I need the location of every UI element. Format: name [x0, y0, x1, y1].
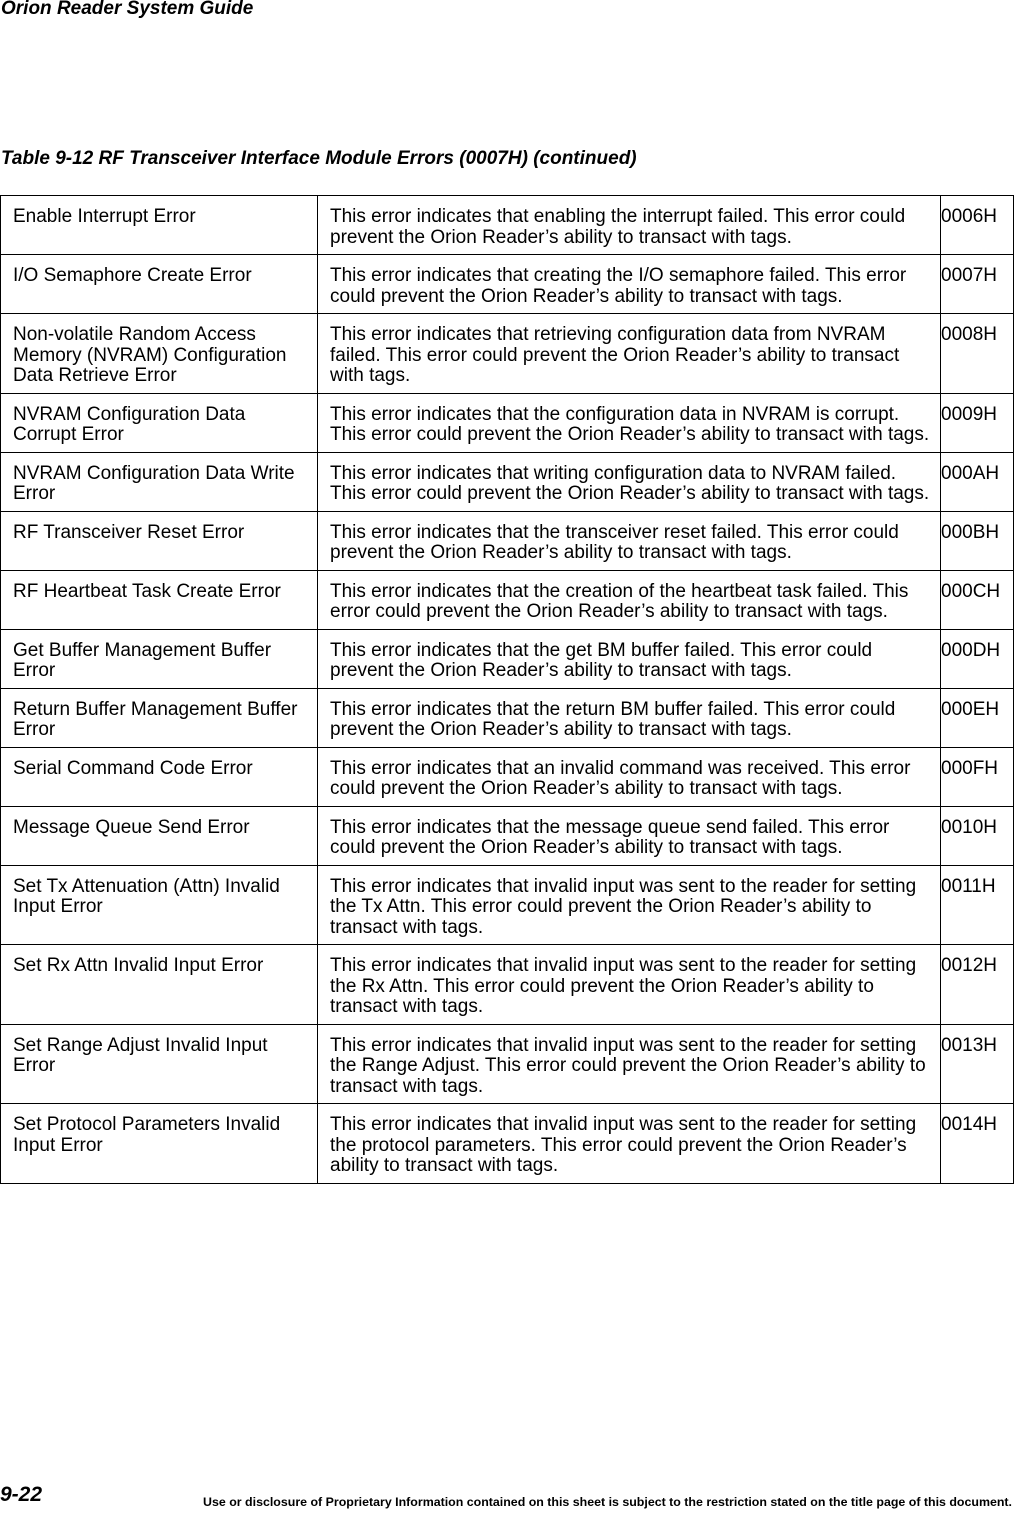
error-description: This error indicates that the return BM buffer failed. This error could prevent the Orion Reader’s ability to transact with tags. — [318, 688, 941, 747]
table-row — [1, 747, 1014, 806]
error-description: This error indicates that the get BM buffer failed. This error could prevent the Orion Reader’s ability to transact with tags. — [318, 629, 941, 688]
table-row — [1, 806, 1014, 865]
error-description: This error indicates that the configuration data in NVRAM is corrupt. This error could prevent the Orion Reader’s ability to transact with tags. — [318, 393, 941, 452]
error-code: 0007H — [941, 255, 1014, 314]
error-code: 0014H — [941, 1104, 1014, 1184]
proprietary-notice: Use or disclosure of Proprietary Information contained on this sheet is subject to the restriction stated on the title page of this document. — [203, 1495, 1012, 1509]
error-description: This error indicates that the transceiver reset failed. This error could prevent the Orion Reader’s ability to transact with tags. — [318, 511, 941, 570]
error-description: This error indicates that writing configuration data to NVRAM failed. This error could prevent the Orion Reader’s ability to transact with tags. — [318, 452, 941, 511]
error-name: NVRAM Configuration Data Corrupt Error — [1, 393, 318, 452]
error-description: This error indicates that invalid input was sent to the reader for setting the protocol parameters. This error could prevent the Orion Reader’s ability to transact with tags. — [318, 1104, 941, 1184]
table-row — [1, 511, 1014, 570]
error-code: 0006H — [941, 196, 1014, 255]
table-row — [1, 1024, 1014, 1104]
error-description: This error indicates that invalid input was sent to the reader for setting the Rx Attn. This error could prevent the Orion Reader’s ability to transact with tags. — [318, 945, 941, 1025]
table-row — [1, 255, 1014, 314]
error-name: Set Protocol Parameters Invalid Input Error — [1, 1104, 318, 1184]
error-code: 0013H — [941, 1024, 1014, 1104]
error-description: This error indicates that retrieving configuration data from NVRAM failed. This error could prevent the Orion Reader’s ability to transact with tags. — [318, 314, 941, 394]
error-description: This error indicates that invalid input was sent to the reader for setting the Range Adjust. This error could prevent the Orion Reader’s ability to transact with tags. — [318, 1024, 941, 1104]
error-table — [0, 195, 1014, 1184]
table-row — [1, 393, 1014, 452]
error-description: This error indicates that the creation of the heartbeat task failed. This error could prevent the Orion Reader’s ability to transact with tags. — [318, 570, 941, 629]
table-row — [1, 570, 1014, 629]
error-code: 0012H — [941, 945, 1014, 1025]
error-description: This error indicates that the message queue send failed. This error could prevent the Orion Reader’s ability to transact with tags. — [318, 806, 941, 865]
error-name: Non-volatile Random Access Memory (NVRAM) Configuration Data Retrieve Error — [1, 314, 318, 394]
error-code: 0008H — [941, 314, 1014, 394]
table-row — [1, 314, 1014, 394]
table-row — [1, 196, 1014, 255]
error-code: 000EH — [941, 688, 1014, 747]
error-code: 000FH — [941, 747, 1014, 806]
table-row — [1, 865, 1014, 945]
error-code: 0011H — [941, 865, 1014, 945]
error-table-body — [1, 196, 1014, 1184]
error-name: RF Heartbeat Task Create Error — [1, 570, 318, 629]
error-name: Message Queue Send Error — [1, 806, 318, 865]
error-description: This error indicates that an invalid command was received. This error could prevent the Orion Reader’s ability to transact with tags. — [318, 747, 941, 806]
error-name: Set Tx Attenuation (Attn) Invalid Input Error — [1, 865, 318, 945]
document-header-title: Orion Reader System Guide — [1, 0, 254, 19]
table-row — [1, 945, 1014, 1025]
error-code: 0010H — [941, 806, 1014, 865]
error-name: Set Rx Attn Invalid Input Error — [1, 945, 318, 1025]
error-code: 000CH — [941, 570, 1014, 629]
error-code: 000DH — [941, 629, 1014, 688]
table-row — [1, 629, 1014, 688]
table-row — [1, 688, 1014, 747]
error-name: I/O Semaphore Create Error — [1, 255, 318, 314]
error-name: NVRAM Configuration Data Write Error — [1, 452, 318, 511]
table-caption: Table 9-12 RF Transceiver Interface Module Errors (0007H) (continued) — [1, 148, 637, 169]
error-code: 000BH — [941, 511, 1014, 570]
error-name: Enable Interrupt Error — [1, 196, 318, 255]
error-code: 000AH — [941, 452, 1014, 511]
error-name: RF Transceiver Reset Error — [1, 511, 318, 570]
error-name: Set Range Adjust Invalid Input Error — [1, 1024, 318, 1104]
error-name: Return Buffer Management Buffer Error — [1, 688, 318, 747]
error-name: Get Buffer Management Buffer Error — [1, 629, 318, 688]
table-row — [1, 1104, 1014, 1184]
page-number: 9-22 — [0, 1483, 43, 1506]
table-row — [1, 452, 1014, 511]
error-description: This error indicates that invalid input was sent to the reader for setting the Tx Attn. This error could prevent the Orion Reader’s ability to transact with tags. — [318, 865, 941, 945]
error-description: This error indicates that creating the I/O semaphore failed. This error could prevent the Orion Reader’s ability to transact with tags. — [318, 255, 941, 314]
error-description: This error indicates that enabling the interrupt failed. This error could prevent the Orion Reader’s ability to transact with tags. — [318, 196, 941, 255]
error-name: Serial Command Code Error — [1, 747, 318, 806]
error-code: 0009H — [941, 393, 1014, 452]
